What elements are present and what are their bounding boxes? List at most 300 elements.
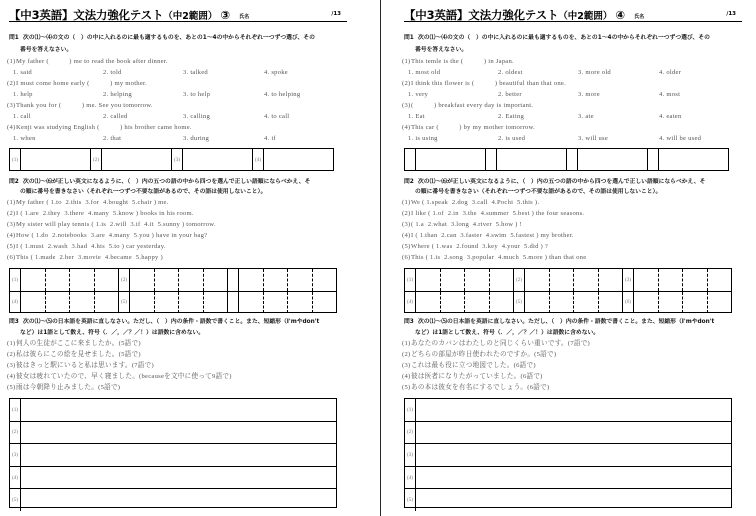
answer-group (486, 149, 567, 170)
answer-cell (465, 292, 490, 314)
answer-cell (239, 292, 264, 314)
item-sentence: 雨は今朝降り止みました。(5語で) (16, 384, 121, 391)
item-sentence: 彼はきっと駅にいると私は思います。(7語で) (16, 362, 154, 369)
answer-label: (3) (172, 149, 183, 170)
answer-row (10, 399, 336, 421)
item-number: (1) (402, 58, 411, 65)
answer-choice: 1. when (13, 135, 36, 142)
answer-choice: 3. to help (183, 91, 211, 98)
item-sentence: ( ) breakfast every day is important. (411, 102, 534, 109)
answer-row (405, 443, 731, 466)
test-number: ④ (615, 8, 626, 22)
question-3-items (402, 338, 742, 393)
question-item (7, 100, 347, 111)
answer-group (91, 149, 172, 170)
answer-label (567, 149, 578, 170)
test-number: ③ (220, 8, 231, 22)
answer-cell (490, 292, 514, 314)
answer-cell (683, 269, 708, 291)
test-scope: （中2範囲） (558, 11, 613, 22)
answer-label: (1) (10, 269, 21, 291)
answer-group (253, 149, 333, 170)
answer-row (10, 269, 336, 291)
item-number: (3) (402, 362, 411, 369)
instruction-line: の順に番号を書きなさい（それぞれ一つずつ不要な語があるので、その語は使用しないこと）。 (20, 188, 267, 195)
question-1-instructions (404, 33, 744, 56)
question-item (402, 371, 742, 382)
answer-choice: 2. Eating (498, 113, 525, 120)
answer-group (623, 292, 731, 314)
answer-cell (497, 149, 566, 170)
item-number: (2) (402, 80, 411, 87)
question-label: 問3 (9, 319, 19, 325)
answer-cell (21, 467, 336, 489)
answer-cell (416, 444, 731, 466)
item-number: (4) (402, 232, 411, 239)
answer-cell (21, 422, 336, 444)
answer-cell (599, 269, 623, 291)
choice-list (402, 67, 742, 78)
answer-label: (4) (10, 292, 21, 314)
page-header (9, 6, 347, 22)
answer-group (514, 269, 623, 291)
answer-choice: 4. most (659, 91, 681, 98)
item-sentence: 彼女は疲れていたので、早く寝ました。(becauseを文中に使って9語で) (16, 373, 232, 380)
instruction-text: 次の⑴～⑷の文の（ ）の中に入れるのに最も適するものを、あとの1～4の中からそれぞれ一つずつ選び、その (23, 35, 315, 41)
worksheet-page (402, 0, 744, 516)
answer-label: (1) (10, 149, 21, 170)
answer-cell (21, 292, 46, 314)
answer-label: (3) (10, 444, 21, 466)
item-sentence: Where ( 1.was 2.found 3.key 4.your 5.did ) ? (411, 243, 549, 250)
item-number: (1) (7, 58, 16, 65)
question-2-items (7, 197, 347, 263)
question-item (7, 371, 347, 382)
answer-row (10, 443, 336, 466)
instruction-text: 次の⑴～⑸の日本語を英語に直しなさい。ただし、（ ）内の条件・語数で書くこと。また、短縮形（I'mやdon't (418, 319, 715, 325)
choice-list (7, 67, 347, 78)
question-item (7, 219, 347, 230)
question-2-answer-grid (9, 268, 337, 313)
question-3-items (7, 338, 347, 393)
instruction-line (404, 317, 744, 328)
item-sentence: Thank you for ( ) me. See you tomorrow. (16, 102, 153, 109)
item-number: (4) (402, 373, 411, 380)
item-sentence: This temle is the ( ) in Japan. (411, 58, 514, 65)
answer-label: (1) (405, 399, 416, 421)
item-number: (5) (7, 384, 16, 391)
answer-row (10, 291, 336, 314)
answer-label (486, 149, 497, 170)
answer-cell (46, 292, 71, 314)
item-number: (6) (402, 254, 411, 261)
answer-label: (4) (10, 467, 21, 489)
answer-cell (288, 269, 313, 291)
answer-choice: 2. is used (498, 135, 526, 142)
answer-label: (4) (253, 149, 264, 170)
item-sentence: This car ( ) by my mother tomorrow. (411, 124, 536, 131)
item-sentence: I ( 1.must 2.wash 3.had 4.his 5.to ) car yesterday. (16, 243, 166, 250)
item-number: (2) (402, 351, 411, 358)
question-item (402, 230, 742, 241)
item-sentence: ( 1.a 2.what 3.long 4.river 5.how ) ! (411, 221, 522, 228)
answer-group (514, 292, 623, 314)
item-sentence: I ( 1.than 2.can 3.faster 4.swim 5.fastest ) my brother. (411, 232, 574, 239)
answer-choice: 3. during (183, 135, 210, 142)
question-1-answer-box (9, 148, 334, 171)
answer-cell (21, 399, 336, 421)
answer-cell (659, 269, 684, 291)
answer-label: (4) (405, 467, 416, 489)
choice-list (7, 133, 347, 144)
answer-label: (2) (10, 422, 21, 444)
item-sentence: My father ( 1.to 2.this 3.for 4.bought 5.chair ) me. (16, 199, 169, 206)
instruction-line: など）は1語として数え、符号（．／，／？／！）は語数に含めない。 (20, 330, 205, 336)
item-number: (6) (7, 254, 16, 261)
answer-group (10, 149, 91, 170)
answer-cell (574, 292, 599, 314)
answer-choice: 1. Eat (408, 113, 425, 120)
answer-cell (416, 422, 731, 444)
answer-choice: 1. call (13, 113, 31, 120)
answer-row (405, 421, 731, 444)
question-item (7, 122, 347, 133)
answer-cell (416, 269, 441, 291)
answer-cell (708, 292, 732, 314)
item-sentence: 私は彼らにこの絵を見せました。(5語で) (16, 351, 141, 358)
answer-cell (155, 292, 180, 314)
item-number: (5) (402, 243, 411, 250)
answer-cell (550, 269, 575, 291)
item-number: (3) (7, 362, 16, 369)
answer-choice: 4. eaten (659, 113, 682, 120)
answer-cell (416, 467, 731, 489)
instruction-text: 次の⑴～⑹が正しい英文になるように、（ ）内の五つの語の中から四つを選んで正しい語順にならべかえ、そ (418, 179, 706, 185)
answer-cell (634, 269, 659, 291)
answer-label: (2) (405, 422, 416, 444)
answer-cell (183, 149, 252, 170)
question-item (7, 78, 347, 89)
item-sentence: How ( 1.do 2.notebooks 3.are 4.many 5.you ) have in your bag? (16, 232, 208, 239)
answer-row (10, 466, 336, 489)
answer-choice: 1. very (408, 91, 429, 98)
answer-cell (525, 269, 550, 291)
item-number: (4) (402, 124, 411, 131)
item-sentence: My sister will play tennis ( 1.is 2.will 3.if 4.it 5.sunny ) tomorrow. (16, 221, 216, 228)
answer-cell (441, 292, 466, 314)
name-label: 氏名 (634, 14, 645, 20)
item-number: (1) (7, 199, 16, 206)
item-number: (4) (7, 373, 16, 380)
answer-choice: 4. spoke (264, 69, 288, 76)
question-item (7, 360, 347, 371)
question-item (402, 241, 742, 252)
answer-row (10, 421, 336, 444)
answer-choice: 3. ate (578, 113, 594, 120)
answer-choice: 3. more old (578, 69, 611, 76)
answer-cell (490, 269, 514, 291)
answer-cell (46, 269, 71, 291)
question-1-instructions (9, 33, 349, 56)
answer-cell (659, 149, 728, 170)
answer-cell (264, 292, 289, 314)
instruction-line (9, 317, 349, 328)
question-label: 問1 (9, 35, 19, 41)
item-sentence: Kenji was studying English ( ) his brother came home. (16, 124, 192, 131)
answer-cell (441, 269, 466, 291)
answer-label: (2) (514, 269, 525, 291)
answer-cell (21, 269, 46, 291)
test-scope: （中2範囲） (163, 11, 218, 22)
answer-label: (2) (91, 149, 102, 170)
question-item (7, 208, 347, 219)
answer-group (648, 149, 728, 170)
answer-choice: 3. calling (183, 113, 211, 120)
answer-cell (70, 269, 95, 291)
answer-choice: 1. said (13, 69, 32, 76)
answer-group (623, 269, 731, 291)
answer-label (228, 292, 239, 314)
answer-cell (70, 292, 95, 314)
answer-group (10, 269, 119, 291)
answer-cell (239, 269, 264, 291)
question-item (7, 230, 347, 241)
question-3-instructions (9, 317, 349, 339)
question-label: 問3 (404, 319, 414, 325)
test-title: 【中3英語】文法力強化テスト (404, 8, 559, 22)
instruction-line (9, 178, 349, 188)
answer-group (119, 269, 228, 291)
answer-cell (21, 149, 90, 170)
question-item (402, 122, 742, 133)
answer-group (405, 269, 514, 291)
answer-row (405, 488, 731, 511)
item-sentence: This ( 1.is 2.song 3.popular 4.much 5.more ) than that one (411, 254, 587, 261)
answer-label: (5) (405, 489, 416, 511)
item-sentence: 何人の生徒がここに来ましたか。(5語で) (16, 340, 141, 347)
question-item (7, 241, 347, 252)
answer-label (648, 149, 659, 170)
question-2-instructions (9, 178, 349, 197)
answer-choice: 1. help (13, 91, 33, 98)
answer-choice: 1. most old (408, 69, 441, 76)
answer-cell (313, 269, 337, 291)
answer-row (405, 466, 731, 489)
item-number: (2) (7, 351, 16, 358)
item-number: (4) (7, 124, 16, 131)
answer-label: (5) (514, 292, 525, 314)
question-item (402, 349, 742, 360)
instruction-text: 次の⑴～⑷の文の（ ）の中に入れるのに最も適するものを、あとの1～4の中からそれぞれ一つずつ選び、その (418, 35, 710, 41)
answer-cell (95, 292, 119, 314)
item-sentence: I ( 1.are 2.they 3.there 4.many 5.know ) books in his room. (16, 210, 194, 217)
item-sentence: I think this flower is ( ) beautiful than that one. (411, 80, 566, 87)
answer-group (228, 269, 336, 291)
item-number: (3) (7, 102, 16, 109)
answer-cell (416, 292, 441, 314)
instruction-line (404, 33, 744, 45)
instruction-line (404, 178, 744, 188)
question-3-answer-box (9, 398, 337, 508)
question-1-items (402, 56, 742, 144)
answer-choice: 4. if (264, 135, 276, 142)
question-item (402, 219, 742, 230)
answer-choice: 4. older (659, 69, 682, 76)
answer-label (405, 149, 416, 170)
worksheet-page (7, 0, 349, 516)
instruction-text: 次の⑴～⑸の日本語を英語に直しなさい。ただし、（ ）内の条件・語数で書くこと。また、短縮形（I'mやdon't (23, 319, 320, 325)
question-item (402, 252, 742, 263)
answer-choice: 2. better (498, 91, 522, 98)
instruction-line: の順に番号を書きなさい（それぞれ一つずつ不要な語があるので、その語は使用しないこと）。 (415, 188, 662, 195)
answer-cell (102, 149, 171, 170)
answer-label: (3) (623, 269, 634, 291)
answer-cell (95, 269, 119, 291)
answer-group (228, 292, 336, 314)
item-sentence: あなたのカバンはわたしのと同じくらい重いです。(7語で) (411, 340, 591, 347)
question-item (402, 78, 742, 89)
answer-cell (21, 489, 336, 511)
item-number: (3) (7, 221, 16, 228)
answer-choice: 2. oldest (498, 69, 523, 76)
question-2-instructions (404, 178, 744, 197)
answer-group (567, 149, 648, 170)
answer-label: (6) (623, 292, 634, 314)
answer-cell (204, 269, 228, 291)
answer-cell (155, 269, 180, 291)
item-number: (3) (402, 102, 411, 109)
item-sentence: あの本は彼女を有名にするでしょう。(6語で) (411, 384, 550, 391)
answer-cell (574, 269, 599, 291)
name-label: 氏名 (239, 14, 250, 20)
answer-cell (634, 292, 659, 314)
item-number: (1) (7, 340, 16, 347)
choice-list (402, 111, 742, 122)
answer-label: (1) (10, 399, 21, 421)
item-number: (1) (402, 340, 411, 347)
item-number: (5) (402, 384, 411, 391)
question-label: 問2 (9, 179, 19, 185)
question-item (402, 382, 742, 393)
answer-cell (416, 149, 485, 170)
question-item (402, 197, 742, 208)
item-number: (3) (402, 221, 411, 228)
answer-label: (5) (10, 489, 21, 511)
question-item (7, 382, 347, 393)
item-number: (1) (402, 199, 411, 206)
answer-row (10, 488, 336, 511)
answer-choice: 2. told (103, 69, 122, 76)
answer-choice: 2. called (103, 113, 128, 120)
instruction-text: 次の⑴～⑹が正しい英文になるように、（ ）内の五つの語の中から四つを選んで正しい語順にならべかえ、そ (23, 179, 311, 185)
answer-row (405, 269, 731, 291)
answer-group (172, 149, 253, 170)
answer-cell (416, 489, 731, 511)
item-number: (5) (7, 243, 16, 250)
answer-row (405, 399, 731, 421)
answer-cell (550, 292, 575, 314)
answer-choice: 2. helping (103, 91, 132, 98)
answer-choice: 4. to helping (264, 91, 301, 98)
answer-cell (313, 292, 337, 314)
answer-choice: 3. will use (578, 135, 609, 142)
question-3-answer-box (404, 398, 732, 508)
question-label: 問2 (404, 179, 414, 185)
instruction-line (9, 33, 349, 45)
choice-list (7, 111, 347, 122)
answer-cell (21, 444, 336, 466)
score-total: /13 (331, 11, 341, 17)
answer-label (228, 269, 239, 291)
item-sentence: どちらの部屋が昨日使われたのですか。(5語で) (411, 351, 557, 358)
answer-group (405, 149, 486, 170)
answer-cell (416, 399, 731, 421)
answer-cell (130, 292, 155, 314)
answer-group (119, 292, 228, 314)
item-sentence: We ( 1.speak 2.dog 3.call 4.Pochi 5.this ). (411, 199, 540, 206)
item-sentence: 彼は医者になりたがっていました。(6語で) (411, 373, 543, 380)
item-number: (2) (7, 210, 16, 217)
question-1-items (7, 56, 347, 144)
answer-cell (288, 292, 313, 314)
answer-choice: 1. is using (408, 135, 438, 142)
answer-label: (4) (405, 292, 416, 314)
answer-choice: 2. that (103, 135, 122, 142)
answer-cell (659, 292, 684, 314)
answer-cell (179, 269, 204, 291)
question-item (7, 56, 347, 67)
question-item (402, 56, 742, 67)
answer-label: (2) (119, 269, 130, 291)
choice-list (402, 133, 742, 144)
question-3-instructions (404, 317, 744, 339)
test-title: 【中3英語】文法力強化テスト (9, 8, 164, 22)
answer-cell (599, 292, 623, 314)
answer-cell (578, 149, 647, 170)
question-label: 問1 (404, 35, 414, 41)
answer-label: (3) (405, 444, 416, 466)
answer-cell (204, 292, 228, 314)
answer-cell (525, 292, 550, 314)
answer-choice: 3. talked (183, 69, 208, 76)
answer-cell (179, 292, 204, 314)
choice-list (7, 89, 347, 100)
question-item (402, 360, 742, 371)
page-divider (380, 0, 381, 516)
answer-cell (130, 269, 155, 291)
score-total: /13 (726, 11, 736, 17)
item-number: (2) (402, 210, 411, 217)
answer-cell (465, 269, 490, 291)
item-sentence: これは最も役に立つ地図でした。(6語で) (411, 362, 536, 369)
choice-list (402, 89, 742, 100)
answer-cell (683, 292, 708, 314)
question-item (7, 338, 347, 349)
answer-choice: 4. to call (264, 113, 290, 120)
instruction-line: など）は1語として数え、符号（．／，／？／！）は語数に含めない。 (415, 330, 600, 336)
question-item (402, 100, 742, 111)
question-item (7, 197, 347, 208)
question-item (7, 349, 347, 360)
answer-label: (1) (405, 269, 416, 291)
question-2-items (402, 197, 742, 263)
question-item (402, 338, 742, 349)
answer-cell (264, 269, 289, 291)
instruction-line: 番号を答えなさい。 (415, 46, 468, 53)
answer-cell (264, 149, 333, 170)
item-sentence: I must come home early ( ) my mother. (16, 80, 147, 87)
instruction-line: 番号を答えなさい。 (20, 46, 73, 53)
